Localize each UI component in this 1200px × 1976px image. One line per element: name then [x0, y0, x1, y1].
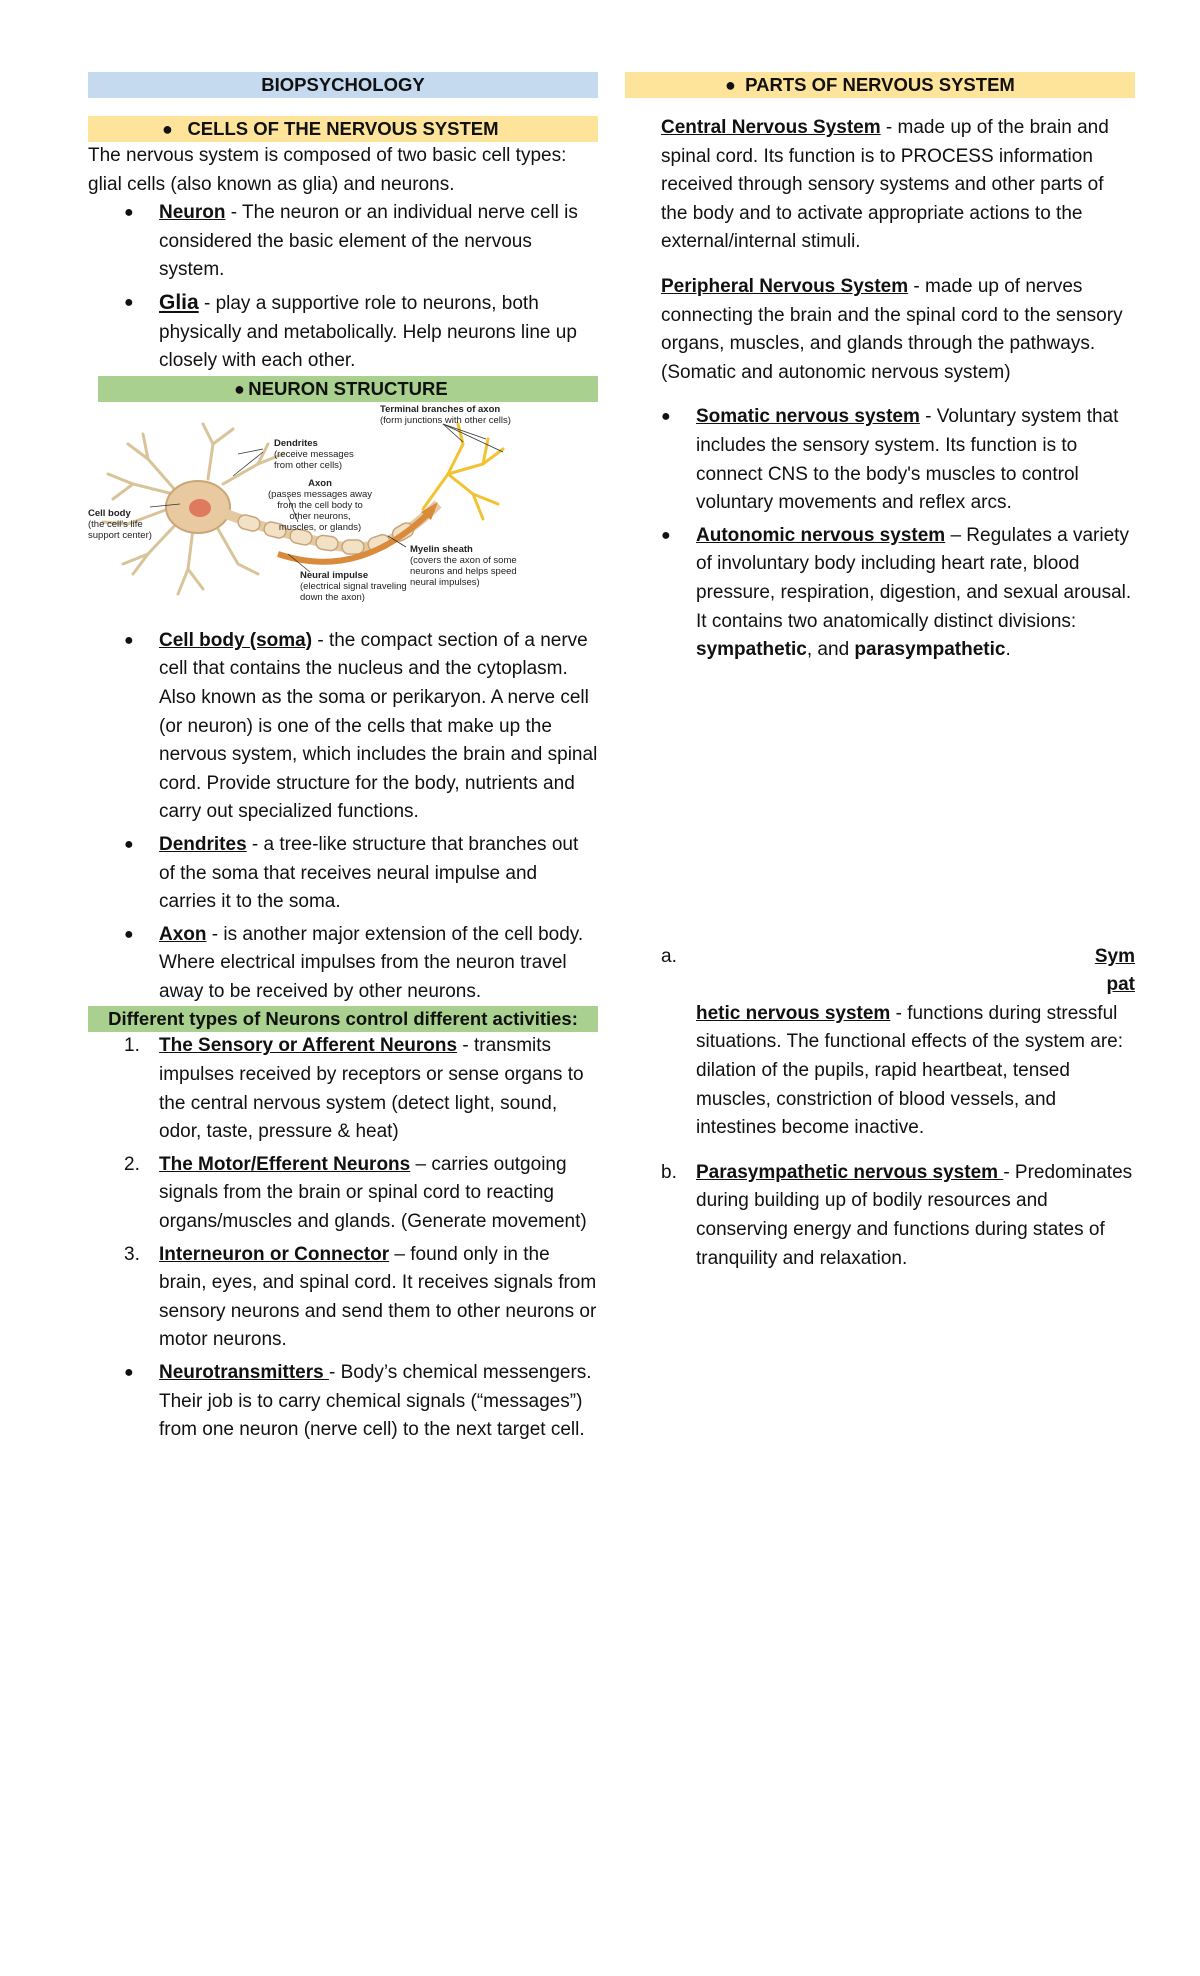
definition: - Body’s chemical messengers. Their job is to carry chemical signals (“messages”) from one neuron (nerve cell) to the next target cell. [159, 1362, 592, 1441]
neuron-diagram [88, 404, 518, 619]
definition: - play a supportive role to neurons, both physically and metabolically. Help neurons line up closely with each other. [159, 292, 577, 372]
bullet-icon: ● [162, 119, 173, 139]
term: Central Nervous System [661, 117, 881, 138]
text-run: , and [806, 639, 855, 661]
bullet-icon: ● [124, 1364, 134, 1381]
list-number: 1. [124, 1035, 140, 1057]
structure-heading: NEURON STRUCTURE [248, 377, 448, 399]
list-item [88, 1032, 598, 1146]
term-part: hetic nervous system [696, 1002, 891, 1024]
definition: - is another major extension of the cell body. Where electrical impulses from the neuron travel away to be received by other neurons. [159, 923, 584, 1002]
definition: – carries outgoing signals from the brain or spinal cord to reacting organs/muscles and glands. (Generate movement) [159, 1153, 587, 1233]
term: Autonomic nervous system [696, 524, 946, 546]
term: Neurotransmitters [159, 1362, 329, 1383]
term: The Sensory or Afferent Neurons [159, 1035, 458, 1057]
parts-heading: PARTS OF NERVOUS SYSTEM [745, 74, 1015, 95]
definition: - Predominates during building up of bodily resources and conserving energy and functions during states of tranquility and relaxation. [696, 1161, 1133, 1269]
label-myelin-sheath: Myelin sheath (covers the axon of some neurons and helps speed neural impulses) [410, 543, 517, 588]
list-item [625, 403, 1135, 517]
definition: – found only in the brain, eyes, and spinal cord. It receives signals from sensory neurons and send them to other neurons or motor neurons. [159, 1243, 597, 1351]
pns-paragraph [625, 273, 1135, 387]
cells-list [88, 199, 598, 376]
cells-heading-band [88, 116, 598, 142]
types-heading: Different types of Neurons control different activities: [108, 1008, 578, 1030]
list-number: 3. [124, 1243, 140, 1265]
term: Parasympathetic nervous system [696, 1161, 1004, 1183]
types-heading-band [88, 1006, 598, 1032]
term: Neuron [159, 202, 226, 224]
label-terminal-branches: Terminal branches of axon (form junctions with other cells) [380, 403, 511, 426]
pns-divisions-list [625, 403, 1135, 664]
list-item [88, 289, 598, 376]
bullet-icon: ● [661, 526, 671, 544]
term: The Motor/Efferent Neurons [159, 1153, 411, 1175]
term: Cell body (soma) [159, 629, 313, 651]
list-item [88, 1359, 598, 1445]
bullet-icon: ● [234, 378, 245, 399]
bullet-icon: ● [725, 75, 736, 95]
list-item [88, 1151, 598, 1237]
list-item [88, 199, 598, 285]
bold-term: parasympathetic [854, 639, 1006, 661]
definition: – Regulates a variety of involuntary body including heart rate, blood pressure, respiration, digestion, and sexual arousal. It contains two anatomically distinct divisions: [696, 524, 1132, 632]
term: Somatic nervous system [696, 406, 920, 428]
list-item [88, 921, 598, 1007]
cells-heading: CELLS OF THE NERVOUS SYSTEM [187, 118, 499, 139]
left-column [88, 72, 598, 1445]
page-title: BIOPSYCHOLOGY [261, 74, 425, 95]
label-dendrites: Dendrites (receive messages from other cells) [274, 437, 354, 471]
cns-paragraph [625, 114, 1135, 257]
term: Axon [159, 923, 207, 945]
list-item [88, 831, 598, 917]
right-column [625, 72, 1135, 1273]
definition: - made up of the brain and spinal cord. Its function is to PROCESS information received through sensory systems and other parts of the body and to activate appropriate actions to the external/internal stimuli. [661, 117, 1109, 253]
list-letter: a. [661, 945, 677, 967]
definition: - made up of nerves connecting the brain and the spinal cord to the sensory organs, muscles, and glands through the pathways. (Somatic and autonomic nervous system) [661, 275, 1123, 383]
list-item [88, 627, 598, 827]
definition: - Voluntary system that includes the sensory system. Its function is to connect CNS to the body's muscles to control voluntary movements and reflex arcs. [696, 406, 1119, 514]
term-part: pat [1106, 974, 1135, 996]
term: Peripheral Nervous System [661, 275, 909, 297]
structure-heading-band [98, 376, 598, 402]
term: Dendrites [159, 833, 247, 855]
bullet-icon: ● [661, 408, 671, 426]
list-number: 2. [124, 1153, 140, 1175]
bullet-icon: ● [124, 835, 134, 853]
sympathetic-item [625, 943, 1135, 1143]
list-item [88, 1241, 598, 1355]
label-axon: Axon (passes messages away from the cell body to other neurons, muscles, or glands) [268, 477, 373, 533]
term-part: Sym [1094, 945, 1135, 967]
title-band [88, 72, 598, 98]
list-letter: b. [661, 1161, 677, 1183]
bullet-icon: ● [124, 631, 134, 649]
definition: - The neuron or an individual nerve cell is considered the basic element of the nervous system. [159, 202, 578, 281]
bullet-icon: ● [124, 204, 134, 222]
structure-list [88, 627, 598, 1007]
definition: - a tree-like structure that branches out of the soma that receives neural impulse and carries it to the soma. [159, 833, 579, 913]
term: Interneuron or Connector [159, 1243, 390, 1265]
definition: - the compact section of a nerve cell that contains the nucleus and the cytoplasm. Also known as the soma or perikaryon. A nerve cell (or neuron) is one of the cells that make up the nervous system, which includes the brain and spinal cord. Provide structure for the body, nutrients and carry out specialized functions. [159, 629, 598, 823]
types-list [88, 1032, 598, 1355]
term: Glia [159, 290, 199, 314]
text-run: . [1005, 639, 1011, 661]
definition: - functions during stressful situations. The functional effects of the system are: dilation of the pupils, rapid heartbeat, tensed muscles, constriction of blood vessels, and intestines become inactive. [696, 1002, 1124, 1139]
parasympathetic-item [625, 1159, 1135, 1273]
list-item [625, 522, 1135, 665]
label-cell-body: Cell body (the cell's life support center) [88, 507, 152, 541]
bold-term: sympathetic [696, 639, 807, 661]
label-neural-impulse: Neural impulse (electrical signal traveling down the axon) [300, 569, 407, 603]
neurotransmitters-list [88, 1359, 598, 1445]
parts-heading-band [625, 72, 1135, 98]
bullet-icon: ● [124, 925, 134, 943]
cells-intro: The nervous system is composed of two basic cell types: glial cells (also known as glia) and neurons. [88, 145, 567, 195]
sympathetic-paragraph [625, 1000, 1135, 1143]
parasympathetic-paragraph [625, 1159, 1135, 1273]
definition: - transmits impulses received by receptors or sense organs to the central nervous system (detect light, sound, odor, taste, pressure & heat) [159, 1035, 584, 1143]
bullet-icon: ● [124, 293, 134, 311]
